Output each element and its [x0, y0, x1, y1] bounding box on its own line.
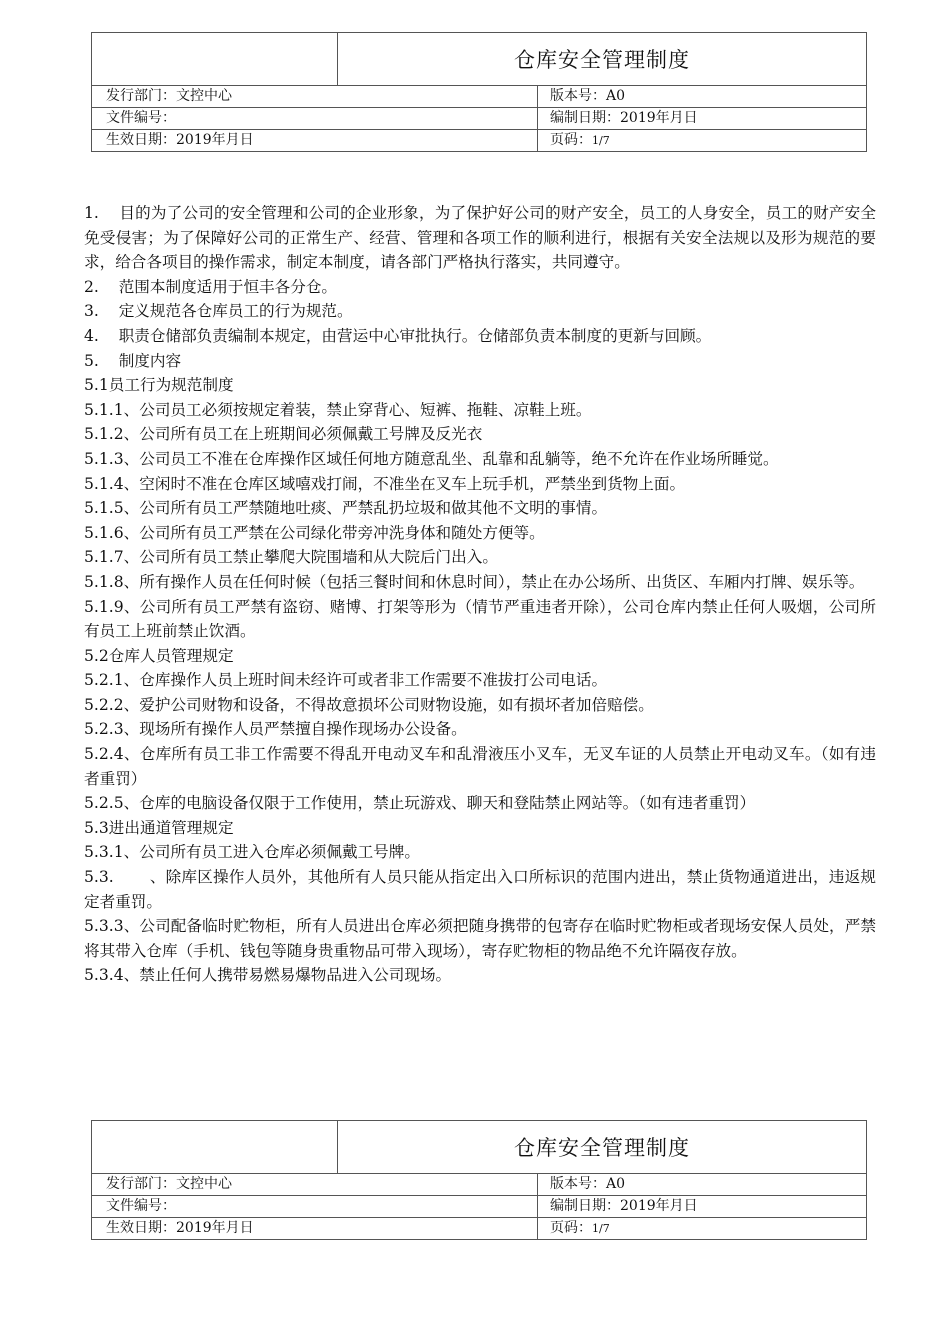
body-paragraph: 5.1.4、空闲时不准在仓库区域嘻戏打闹，不准坐在叉车上玩手机，严禁坐到货物上面。: [84, 474, 686, 493]
compile-date: 编制日期：2019年月日: [550, 110, 698, 126]
header-title-row: [92, 1121, 866, 1174]
header-row-dept: [92, 1174, 866, 1196]
header-row-dept: [92, 86, 866, 108]
document-body: [84, 201, 876, 988]
effective-date: 生效日期：2019年月日: [92, 130, 538, 151]
issuing-department: 发行部门：文控中心: [92, 86, 538, 107]
body-paragraph: 1. 目的为了公司的安全管理和公司的企业形象，为了保护好公司的财产安全，员工的人身安全，员工的财产安全免受侵害；为了保障好公司的正常生产、经营、管理和各项工作的顺利进行，根据有关安全法规以及形为规范的要求，给合各项目的操作需求，制定本制度，请各部门严格执行落实，共同遵守。: [84, 204, 876, 272]
body-paragraph: 5.3. 、除库区操作人员外，其他所有人员只能从指定出入口所标识的范围内进出，禁止货物通道进出，违返规定者重罚。: [84, 868, 876, 911]
header-row-effective: [92, 1218, 866, 1239]
body-paragraph: 5.2.5、仓库的电脑设备仅限于工作使用，禁止玩游戏、聊天和登陆禁止网站等。（如有违者重罚）: [84, 794, 756, 813]
header-row-file: [92, 108, 866, 130]
body-paragraph: 5.1.7、公司所有员工禁止攀爬大院围墙和从大院后门出入。: [84, 548, 498, 567]
page-number: 页码：1/7: [550, 132, 610, 148]
body-paragraph: 5.2.1、仓库操作人员上班时间未经许可或者非工作需要不准拔打公司电话。: [84, 671, 608, 690]
body-paragraph: 2. 范围本制度适用于恒丰各分仓。: [84, 277, 338, 296]
body-paragraph: 5.2.4、仓库所有员工非工作需要不得乱开电动叉车和乱滑液压小叉车，无叉车证的人员禁止开电动叉车。（如有违者重罚）: [84, 745, 876, 788]
header-row-file: [92, 1196, 866, 1218]
body-paragraph: 4. 职责仓储部负责编制本规定，由营运中心审批执行。仓储部负责本制度的更新与回顾。: [84, 326, 712, 345]
header-title-row: [92, 33, 866, 86]
body-paragraph: 5.3.3、公司配备临时贮物柜，所有人员进出仓库必须把随身携带的包寄存在临时贮物柜或者现场安保人员处，严禁将其带入仓库（手机、钱包等随身贵重物品可带入现场），寄存贮物柜的物品绝不允许隔夜存放。: [84, 917, 876, 960]
body-paragraph: 5.1.8、所有操作人员在任何时候（包括三餐时间和休息时间），禁止在办公场所、出货区、车厢内打牌、娱乐等。: [84, 572, 865, 591]
file-number: 文件编号：: [92, 108, 538, 129]
file-number: 文件编号：: [92, 1196, 538, 1217]
body-paragraph: 5.2仓库人员管理规定: [84, 646, 234, 665]
body-paragraph: 5.1.3、公司员工不准在仓库操作区域任何地方随意乱坐、乱靠和乱躺等，绝不允许在作业场所睡觉。: [84, 449, 779, 468]
body-paragraph: 3. 定义规范各仓库员工的行为规范。: [84, 302, 353, 321]
body-paragraph: 5.1员工行为规范制度: [84, 376, 234, 395]
document-title: 仓库安全管理制度: [514, 48, 690, 72]
body-paragraph: 5.1.6、公司所有员工严禁在公司绿化带旁冲洗身体和随处方便等。: [84, 523, 545, 542]
body-paragraph: 5.2.2、爱护公司财物和设备，不得故意损坏公司财物设施，如有损坏者加倍赔偿。: [84, 695, 654, 714]
compile-date: 编制日期：2019年月日: [550, 1198, 698, 1214]
header-row-effective: [92, 130, 866, 151]
document-title: 仓库安全管理制度: [514, 1136, 690, 1160]
body-paragraph: 5.3进出通道管理规定: [84, 818, 234, 837]
body-paragraph: 5.1.1、公司员工必须按规定着装，禁止穿背心、短裤、拖鞋、凉鞋上班。: [84, 400, 592, 419]
body-paragraph: 5.1.9、公司所有员工严禁有盗窃、赌博、打架等形为（情节严重违者开除），公司仓库内禁止任何人吸烟，公司所有员工上班前禁止饮酒。: [84, 597, 876, 641]
document-header-top: [91, 32, 867, 152]
effective-date: 生效日期：2019年月日: [92, 1218, 538, 1239]
issuing-department: 发行部门：文控中心: [92, 1174, 538, 1195]
body-paragraph: 5.1.2、公司所有员工在上班期间必须佩戴工号牌及反光衣: [84, 425, 483, 444]
document-header-bottom: [91, 1120, 867, 1240]
body-paragraph: 5.1.5、公司所有员工严禁随地吐痰、严禁乱扔垃圾和做其他不文明的事情。: [84, 499, 608, 518]
body-paragraph: 5.3.4、禁止任何人携带易燃易爆物品进入公司现场。: [84, 966, 452, 985]
body-paragraph: 5. 制度内容: [84, 351, 182, 370]
body-paragraph: 5.3.1、公司所有员工进入仓库必须佩戴工号牌。: [84, 843, 420, 862]
header-logo-cell: [92, 33, 338, 85]
version-number: 版本号：A0: [550, 1176, 626, 1192]
body-paragraph: 5.2.3、现场所有操作人员严禁擅自操作现场办公设备。: [84, 720, 467, 739]
version-number: 版本号：A0: [550, 88, 626, 104]
page-number: 页码：1/7: [550, 1220, 610, 1236]
header-logo-cell: [92, 1121, 338, 1173]
